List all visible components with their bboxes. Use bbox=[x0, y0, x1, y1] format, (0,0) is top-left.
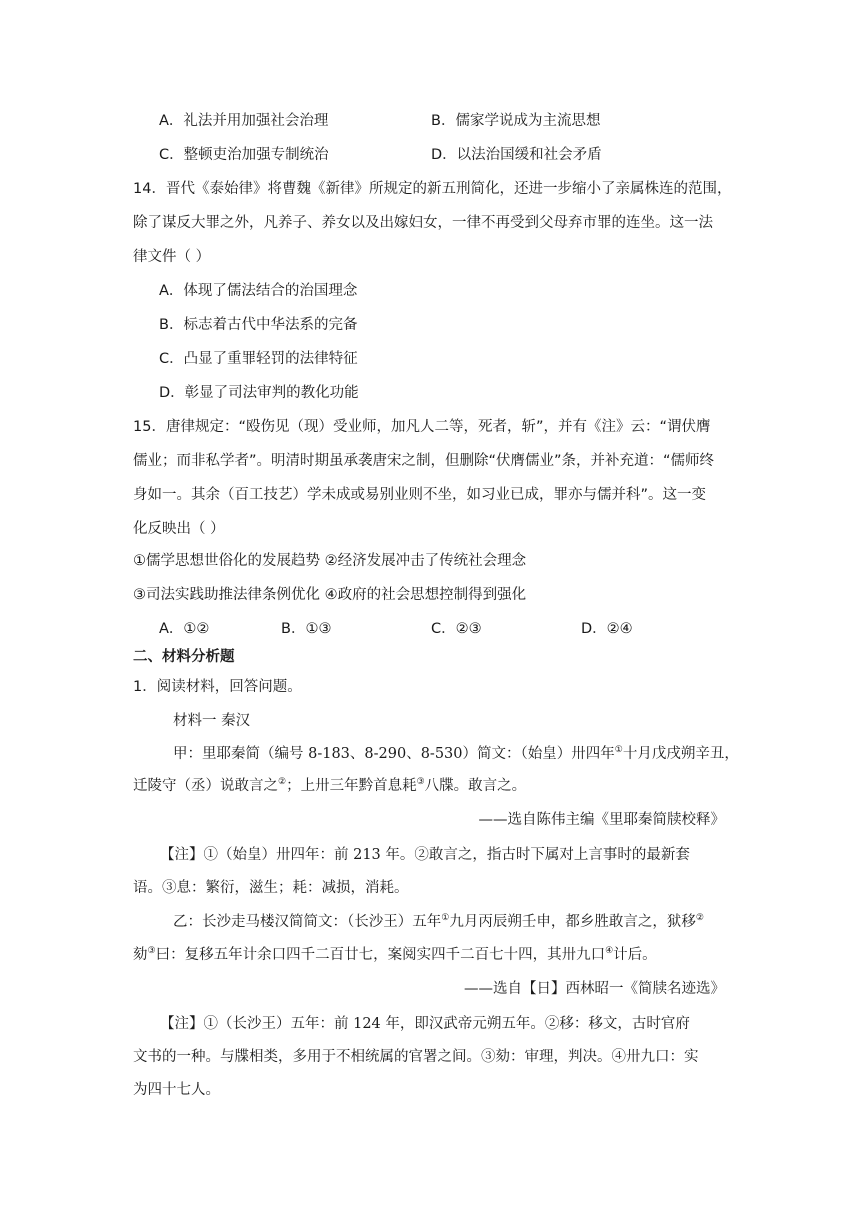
note-2-line3: 为四十七人。 bbox=[133, 1082, 220, 1098]
q15-statements-line2: ③司法实践助推法律条例优化 ④政府的社会思想控制得到强化 bbox=[133, 587, 527, 603]
q15-stem-line1: 15．唐律规定：“殴伤见（现）受业师，加凡人二等，死者，斩”，并有《注》云：“谓伏膺 bbox=[133, 419, 711, 435]
q15-option-a: A．①② bbox=[159, 621, 210, 637]
material-jia-line1: 甲：里耶秦简（编号 8-183、8-290、8-530）简文：（始皇）卅四年①十月戊戌朔辛丑， bbox=[173, 745, 739, 762]
q15-option-d: D．②④ bbox=[581, 621, 633, 637]
q14-option-b: B．标志着古代中华法系的完备 bbox=[159, 317, 358, 333]
q14-option-a: A．体现了儒法结合的治国理念 bbox=[159, 283, 358, 299]
q14-option-c: C．凸显了重罪轻罚的法律特征 bbox=[159, 351, 358, 367]
note-2-line2: 文书的一种。与牒相类，多用于不相统属的官署之间。③劾：审理，判决。④卅九口：实 bbox=[133, 1049, 699, 1065]
material-jia-line2: 迁陵守（丞）说敢言之②；上卅三年黔首息耗③八牒。敢言之。 bbox=[133, 777, 527, 794]
note-1-line1: 【注】①（始皇）卅四年：前 213 年。②敢言之，指古时下属对上言事时的最新套 bbox=[160, 847, 690, 863]
q14-stem-line3: 律文件（ ） bbox=[133, 249, 211, 265]
q13-option-c: C．整顿吏治加强专制统治 bbox=[159, 147, 329, 163]
q14-stem-line2: 除了谋反大罪之外，凡养子、养女以及出嫁妇女，一律不再受到父母弃市罪的连坐。这一法 bbox=[133, 215, 713, 231]
material-jia-source: ——选自陈伟主编《里耶秦简牍校释》 bbox=[478, 812, 725, 828]
q15-stem-line2: 儒业；而非私学者”。明清时期虽承袭唐宋之制，但删除“伏膺儒业”条，并补充道：“儒师终 bbox=[133, 453, 715, 469]
note-1-line2: 语。③息：繁衍，滋生；耗：减损，消耗。 bbox=[133, 880, 409, 896]
q15-option-b: B．①③ bbox=[281, 621, 332, 637]
q14-stem-line1: 14．晋代《泰始律》将曹魏《新律》所规定的新五刑简化，还进一步缩小了亲属株连的范围， bbox=[133, 181, 732, 197]
note-2-line1: 【注】①（长沙王）五年：前 124 年，即汉武帝元朔五年。②移：移文，古时官府 bbox=[160, 1016, 690, 1032]
q15-stem-line3: 身如一。其余（百工技艺）学未成或易别业则不坐，如习业已成，罪亦与儒并科”。这一变 bbox=[133, 487, 707, 503]
material-yi-line1: 乙：长沙走马楼汉简简文：（长沙王）五年①九月丙辰朔壬申，都乡胜敢言之，狱移② bbox=[173, 913, 704, 930]
material-one-title: 材料一 秦汉 bbox=[173, 713, 251, 729]
q13-option-b: B．儒家学说成为主流思想 bbox=[431, 113, 601, 129]
material-question-1: 1．阅读材料，回答问题。 bbox=[133, 679, 302, 695]
q13-option-a: A．礼法并用加强社会治理 bbox=[159, 113, 329, 129]
material-yi-source: ——选自【日】西林昭一《简牍名迹选》 bbox=[464, 981, 725, 997]
material-yi-line2: 劾③曰：复移五年计余口四千二百廿七，案阅实四千二百七十四，其卅九口④计后。 bbox=[133, 946, 657, 963]
q14-option-d: D．彰显了司法审判的教化功能 bbox=[159, 385, 359, 401]
q15-stem-line4: 化反映出（ ） bbox=[133, 521, 225, 537]
q13-option-d: D．以法治国缓和社会矛盾 bbox=[431, 147, 602, 163]
q15-option-c: C．②③ bbox=[431, 621, 482, 637]
q15-statements-line1: ①儒学思想世俗化的发展趋势 ②经济发展冲击了传统社会理念 bbox=[133, 553, 527, 569]
section-title: 二、材料分析题 bbox=[133, 649, 235, 665]
